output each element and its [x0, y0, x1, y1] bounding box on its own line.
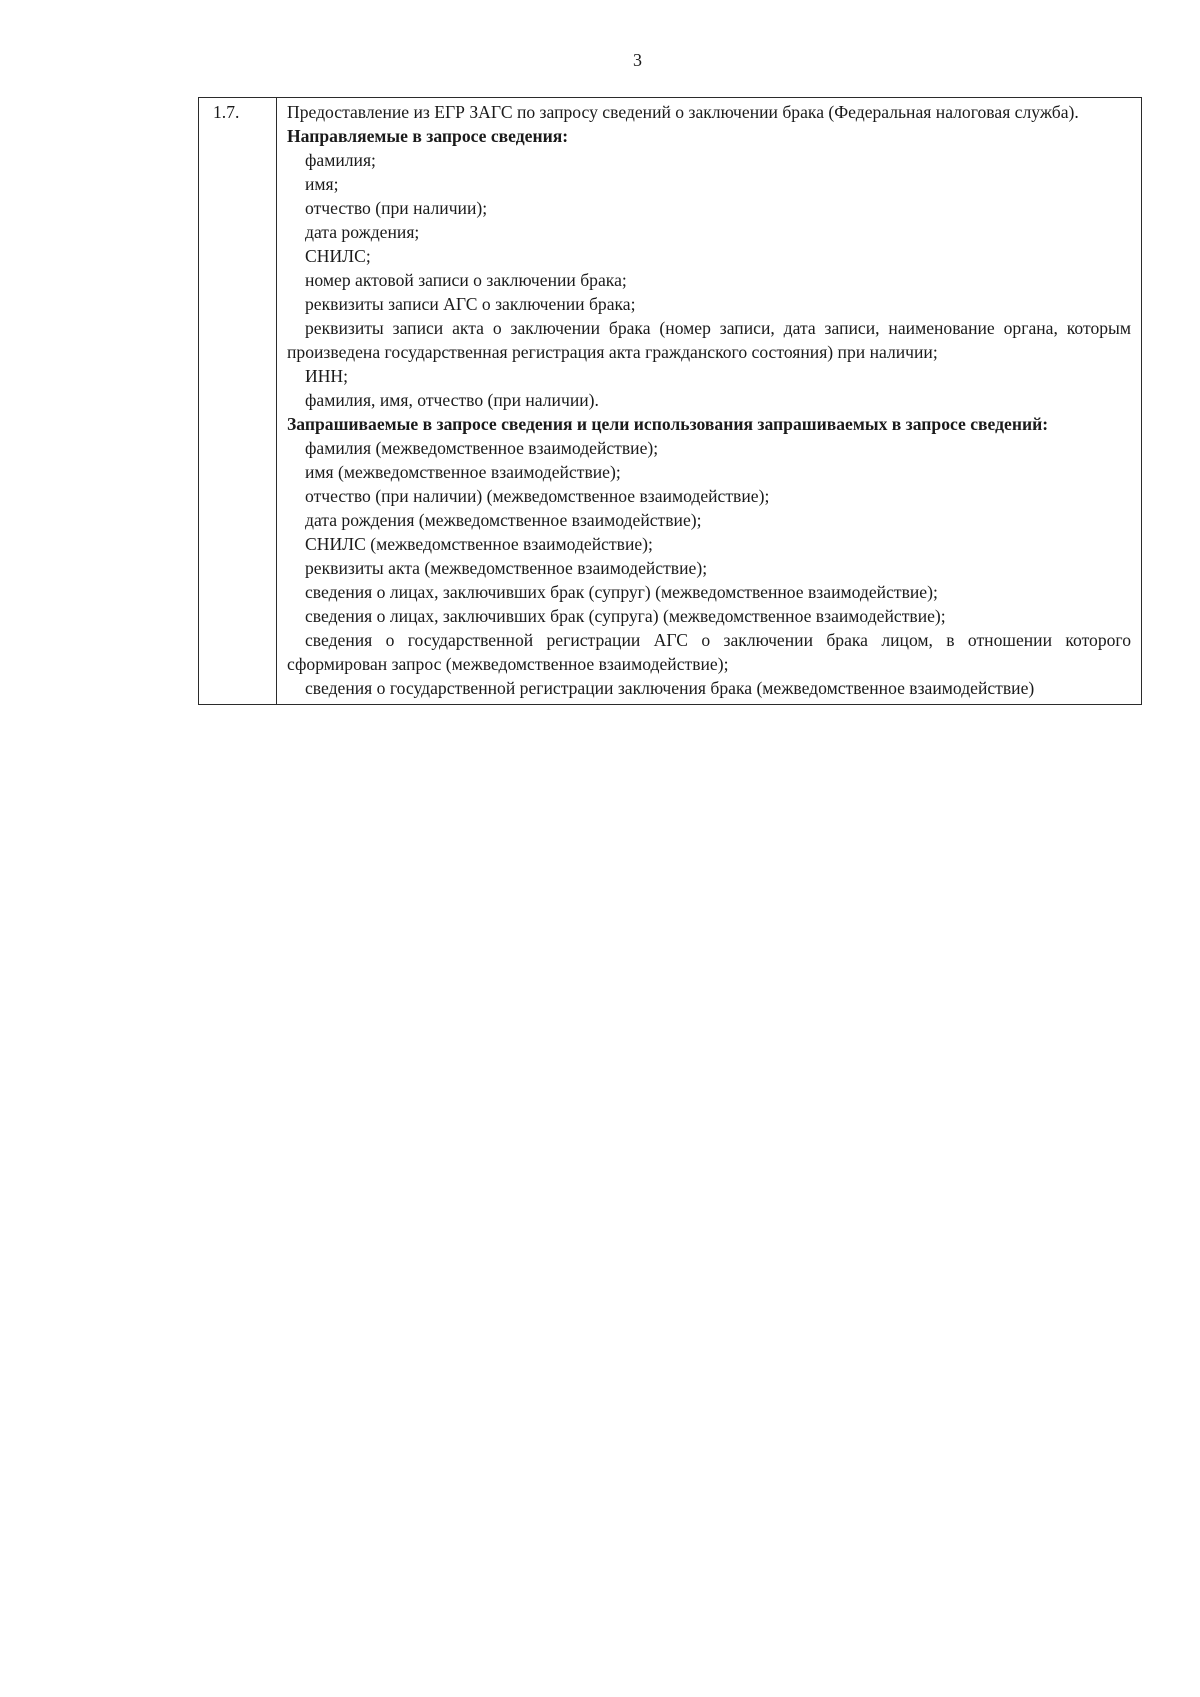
requested-item: дата рождения (межведомственное взаимодействие);	[305, 510, 702, 530]
sent-item: ИНН;	[305, 366, 349, 386]
sent-item: реквизиты записи АГС о заключении брака;	[305, 294, 636, 314]
sent-item: отчество (при наличии);	[305, 198, 488, 218]
requested-item: отчество (при наличии) (межведомственное взаимодействие);	[305, 486, 770, 506]
page-number: 3	[633, 50, 642, 70]
requested-item: сведения о государственной регистрации АГС о заключении брака лицом, в отношении которого сформирован запрос (межведомственное взаимодействие);	[287, 630, 1131, 674]
requested-item: сведения о лицах, заключивших брак (супруга) (межведомственное взаимодействие);	[305, 606, 946, 626]
sent-item: СНИЛС;	[305, 246, 371, 266]
requested-item: имя (межведомственное взаимодействие);	[305, 462, 621, 482]
sent-item: фамилия, имя, отчество (при наличии).	[305, 390, 599, 410]
document-table	[198, 97, 1142, 705]
sent-item: имя;	[305, 174, 339, 194]
row-number: 1.7.	[199, 98, 277, 705]
requested-item: реквизиты акта (межведомственное взаимодействие);	[305, 558, 708, 578]
requested-item: сведения о государственной регистрации заключения брака (межведомственное взаимодействие)	[305, 678, 1035, 698]
requested-item: фамилия (межведомственное взаимодействие);	[305, 438, 659, 458]
sent-item: дата рождения;	[305, 222, 420, 242]
row-intro: Предоставление из ЕГР ЗАГС по запросу сведений о заключении брака (Федеральная налоговая служба).	[287, 102, 1079, 122]
sent-item: реквизиты записи акта о заключении брака (номер записи, дата записи, наименование органа, которым произведена государственная регистрация акта гражданского состояния) при наличии;	[287, 318, 1131, 362]
requested-heading: Запрашиваемые в запросе сведения и цели использования запрашиваемых в запросе сведений:	[287, 414, 1049, 434]
requested-item: сведения о лицах, заключивших брак (супруг) (межведомственное взаимодействие);	[305, 582, 938, 602]
requested-item: СНИЛС (межведомственное взаимодействие);	[305, 534, 653, 554]
row-content	[277, 98, 1142, 705]
sent-item: номер актовой записи о заключении брака;	[305, 270, 627, 290]
table-row	[199, 98, 1142, 705]
sent-item: фамилия;	[305, 150, 376, 170]
sent-heading: Направляемые в запросе сведения:	[287, 126, 569, 146]
